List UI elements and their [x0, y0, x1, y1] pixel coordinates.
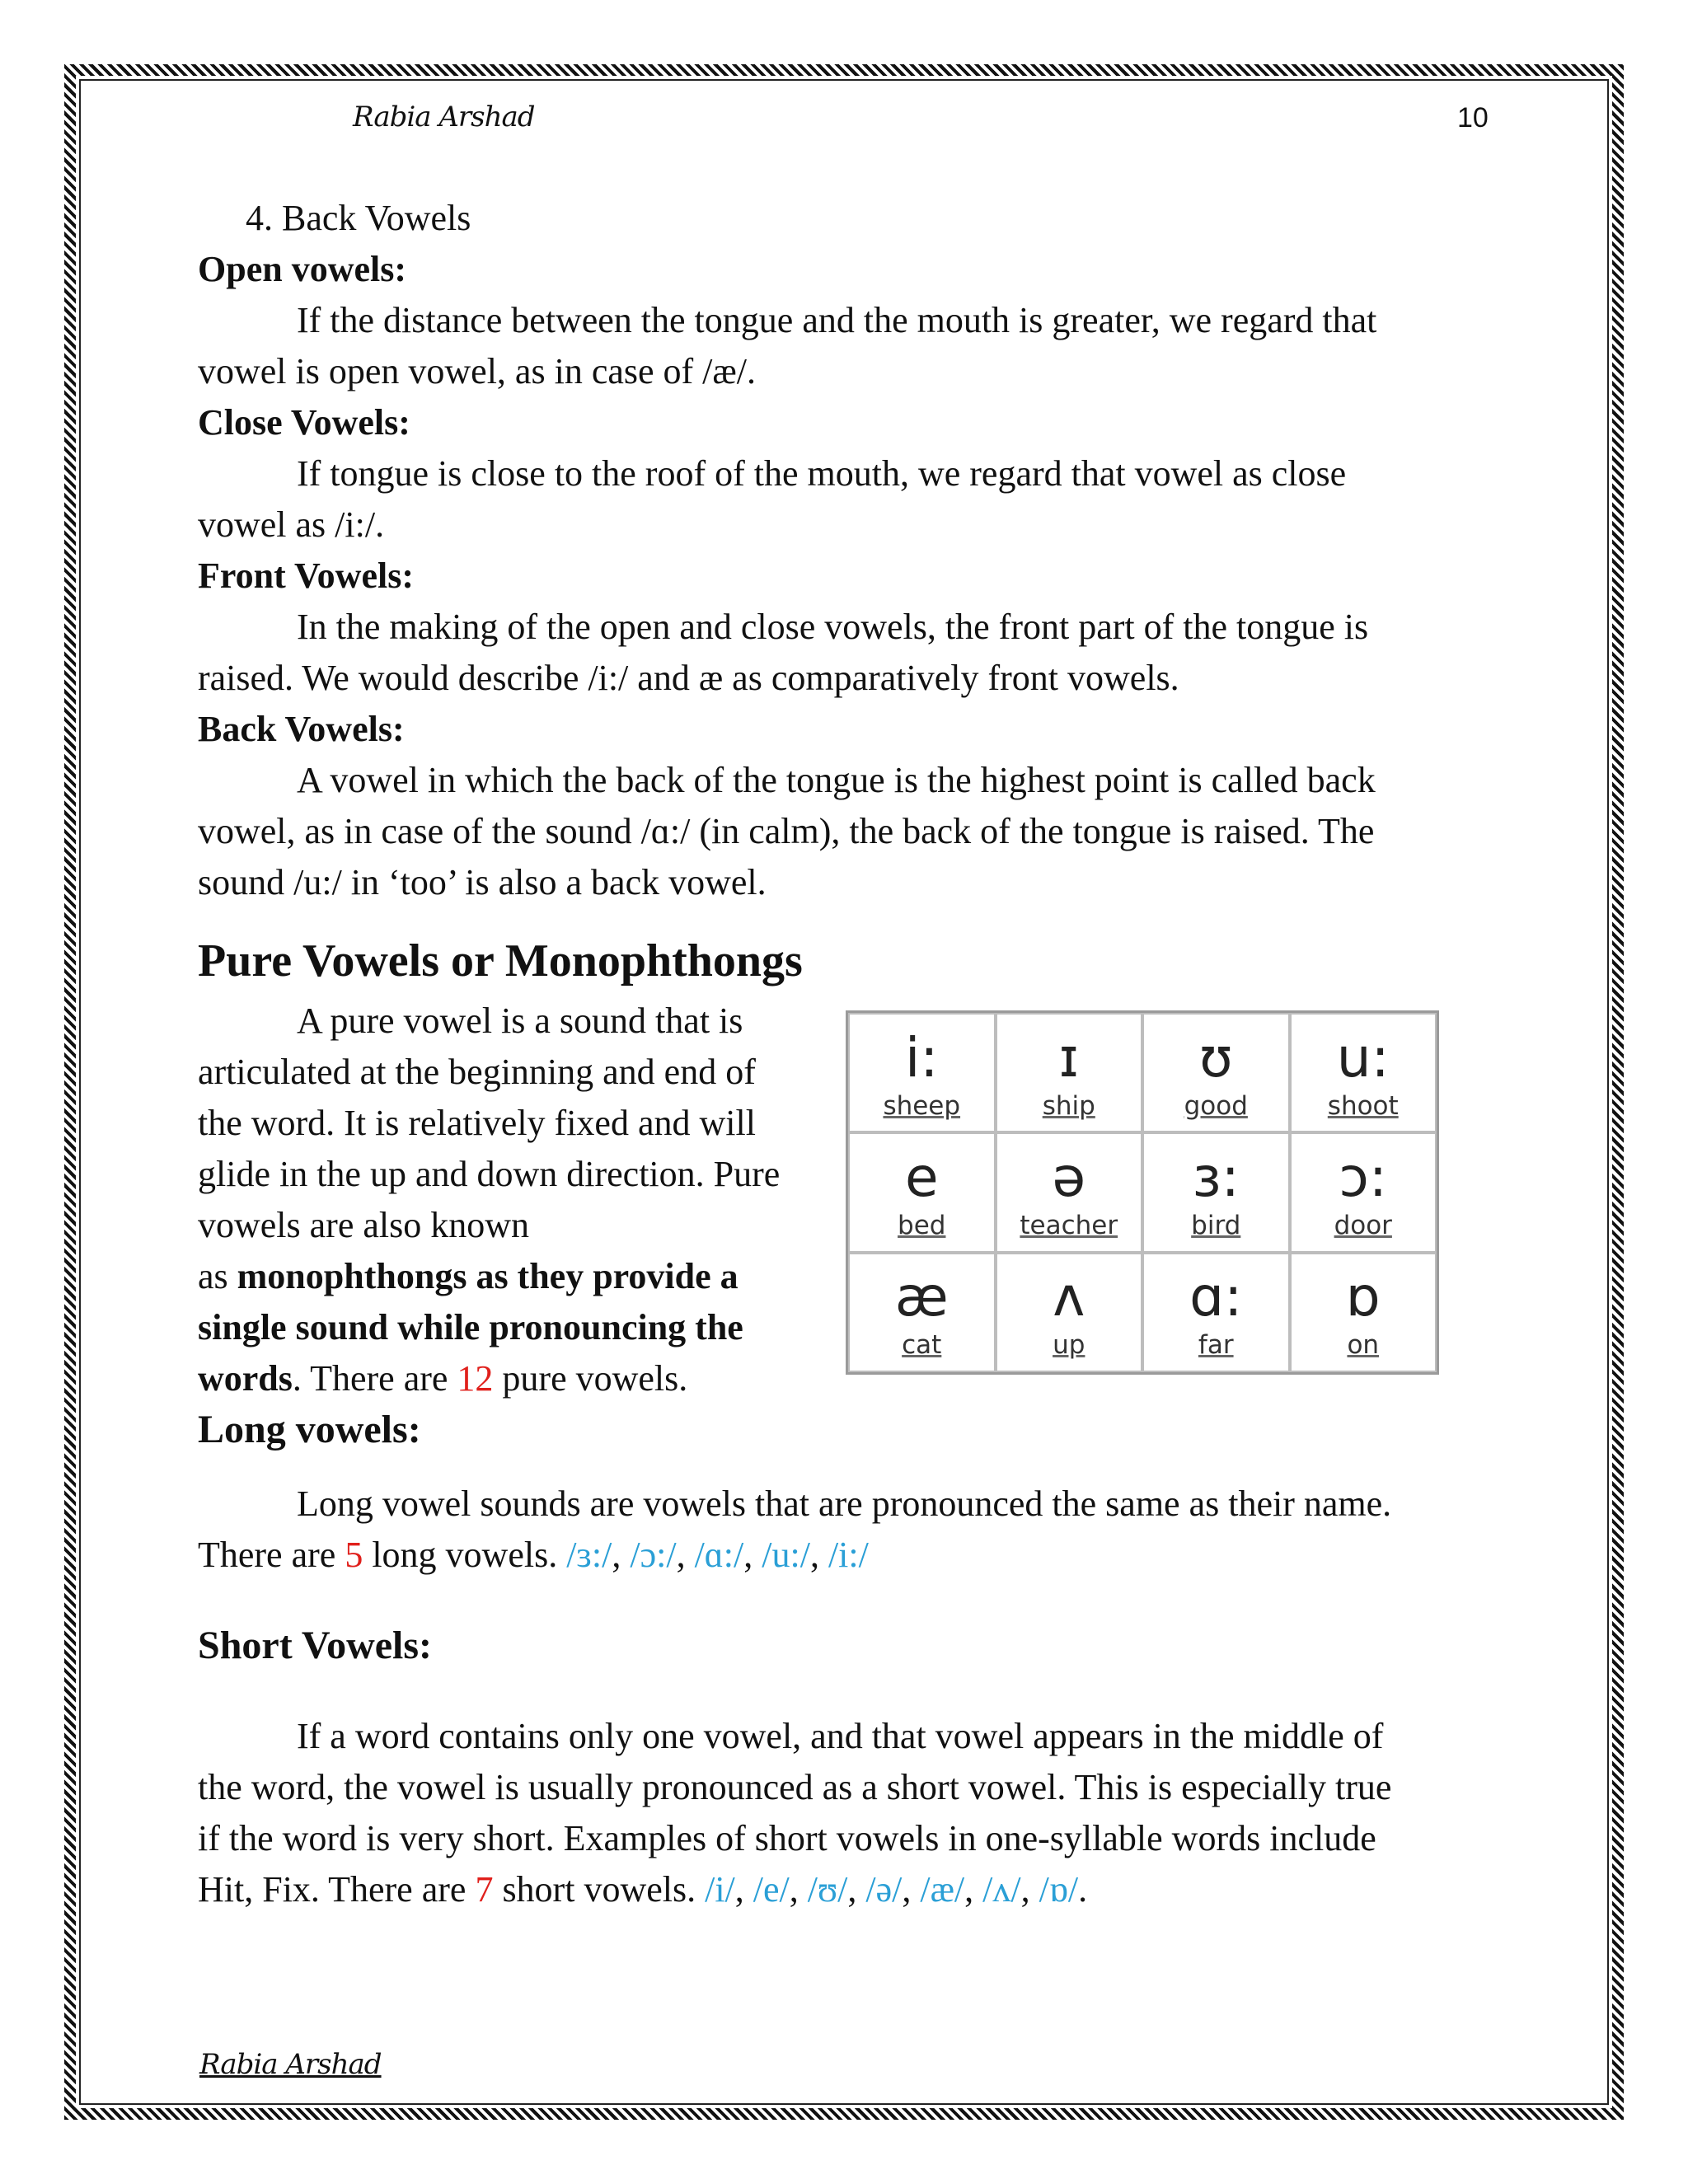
short-vowels-line: If a word contains only one vowel, and that vowel appears in the middle of	[297, 1716, 1384, 1756]
long-vowels-text: long vowels.	[363, 1535, 567, 1575]
pure-vowels-line: the word. It is relatively fixed and will	[198, 1103, 756, 1143]
vowel-example-word: bird	[1191, 1210, 1241, 1240]
pure-vowels-text: . There are	[292, 1358, 457, 1399]
back-vowels-line: A vowel in which the back of the tongue is the highest point is called back	[297, 760, 1376, 800]
vowel-symbol: ʌ	[1053, 1265, 1085, 1329]
pure-vowels-line: vowels are also known	[198, 1205, 530, 1245]
vowel-cell	[848, 1132, 996, 1252]
short-vowel-sound: /i/	[705, 1869, 735, 1910]
front-vowels-heading: Front Vowels:	[198, 555, 414, 596]
vowel-example-word: door	[1334, 1210, 1392, 1240]
vowel-symbol: ɔ:	[1339, 1145, 1387, 1209]
vowel-cell	[1142, 1013, 1290, 1132]
pure-vowels-line: glide in the up and down direction. Pure	[198, 1154, 781, 1194]
vowel-symbol: æ	[894, 1265, 949, 1329]
vowel-cell	[996, 1013, 1143, 1132]
header-author: Rabia Arshad	[353, 101, 535, 134]
vowel-symbol: ʊ	[1198, 1025, 1233, 1090]
short-vowels-heading: Short Vowels:	[198, 1624, 433, 1667]
footer-author: Rabia Arshad	[199, 2048, 382, 2081]
short-vowels-prefix: Hit, Fix. There are	[198, 1869, 476, 1910]
vowel-cell	[1290, 1013, 1437, 1132]
vowel-symbol: e	[904, 1145, 939, 1209]
pure-vowels-suffix: pure vowels.	[493, 1358, 688, 1399]
pure-vowels-line: A pure vowel is a sound that is	[297, 1001, 743, 1041]
vowel-example-word: teacher	[1020, 1210, 1118, 1240]
vowel-cell	[848, 1013, 996, 1132]
long-vowels-heading: Long vowels:	[198, 1408, 421, 1451]
short-vowel-sound: /ɒ/	[1039, 1869, 1079, 1910]
vowel-symbol: u:	[1336, 1025, 1390, 1090]
vowel-symbol: ɜ:	[1192, 1145, 1240, 1209]
short-vowel-sound: /e/	[753, 1869, 790, 1910]
pure-vowels-line: articulated at the beginning and end of	[198, 1052, 756, 1092]
vowel-symbol: i:	[904, 1025, 939, 1090]
close-vowels-line: vowel as /i:/.	[198, 504, 385, 545]
vowel-symbol: ə	[1052, 1145, 1086, 1209]
long-vowel-sound: /ɜ:/	[566, 1535, 612, 1575]
open-vowels-heading: Open vowels:	[198, 249, 406, 289]
vowel-cell	[848, 1253, 996, 1372]
open-vowels-line: vowel is open vowel, as in case of /æ/.	[198, 351, 756, 391]
vowel-example-word: sheep	[883, 1090, 961, 1121]
short-vowel-sound: /ʊ/	[807, 1869, 848, 1910]
close-vowels-line: If tongue is close to the roof of the mouth, we regard that vowel as close	[297, 453, 1347, 494]
long-vowels-line: There are 5 long vowels. /ɜ:/, /ɔ:/, /ɑ:/, /u:/, /i:/	[198, 1535, 869, 1575]
vowel-symbol: ɪ	[1058, 1025, 1080, 1090]
vowel-symbol: ɒ	[1345, 1265, 1381, 1329]
vowel-cell	[996, 1132, 1143, 1252]
back-vowels-line: sound /u:/ in ‘too’ is also a back vowel.	[198, 862, 767, 902]
long-vowel-sound: /ɔ:/	[630, 1535, 677, 1575]
short-vowel-sound: /æ/	[920, 1869, 965, 1910]
open-vowels-line: If the distance between the tongue and the mouth is greater, we regard that	[297, 300, 1377, 340]
close-vowels-heading: Close Vowels:	[198, 402, 410, 443]
vowel-example-word: on	[1347, 1330, 1380, 1361]
short-vowel-sound: /ə/	[865, 1869, 903, 1910]
vowel-example-word: ship	[1042, 1090, 1095, 1121]
vowel-example-word: shoot	[1327, 1090, 1399, 1121]
front-vowels-line: raised. We would describe /i:/ and æ as comparatively front vowels.	[198, 658, 1179, 698]
front-vowels-line: In the making of the open and close vowels, the front part of the tongue is	[297, 607, 1369, 647]
long-vowel-sound: /u:/	[762, 1535, 810, 1575]
pure-vowels-heading: Pure Vowels or Monophthongs	[198, 935, 803, 987]
vowel-cell	[996, 1253, 1143, 1372]
short-vowels-line: Hit, Fix. There are 7 short vowels. /i/, /e/, /ʊ/, /ə/, /æ/, /ʌ/, /ɒ/.	[198, 1869, 1088, 1910]
vowel-example-word: good	[1184, 1090, 1248, 1121]
vowel-symbol: ɑ:	[1189, 1265, 1243, 1329]
vowel-example-word: cat	[902, 1330, 942, 1361]
long-vowel-sound: /i:/	[828, 1535, 869, 1575]
pure-vowels-bold: monophthongs as they provide a	[237, 1256, 738, 1296]
pure-vowels-count: 12	[457, 1358, 494, 1399]
back-vowels-line: vowel, as in case of the sound /ɑ:/ (in calm), the back of the tongue is raised. The	[198, 811, 1375, 851]
long-vowels-count: 5	[345, 1535, 363, 1575]
short-vowels-line: the word, the vowel is usually pronounced as a short vowel. This is especially true	[198, 1767, 1392, 1807]
page-number: 10	[1457, 102, 1489, 134]
vowel-example-word: far	[1198, 1330, 1234, 1361]
long-vowel-sound: /ɑ:/	[694, 1535, 744, 1575]
back-vowels-heading: Back Vowels:	[198, 709, 405, 749]
vowel-cell	[1290, 1253, 1437, 1372]
vowel-cell	[1142, 1132, 1290, 1252]
pure-vowels-line	[198, 1251, 738, 1302]
short-vowels-count: 7	[475, 1869, 494, 1910]
pure-vowels-bold: single sound while pronouncing the	[198, 1307, 743, 1347]
short-vowel-sound: /ʌ/	[982, 1869, 1021, 1910]
list-item-back-vowels: 4. Back Vowels	[246, 198, 471, 238]
vowel-example-word: bed	[898, 1210, 946, 1240]
vowel-chart	[846, 1010, 1439, 1375]
vowel-example-word: up	[1053, 1330, 1085, 1361]
pure-vowels-line	[198, 1353, 687, 1404]
short-vowels-line: if the word is very short. Examples of short vowels in one-syllable words include	[198, 1818, 1376, 1858]
short-vowels-text: short vowels.	[493, 1869, 706, 1910]
vowel-cell	[1142, 1253, 1290, 1372]
pure-vowels-bold: words	[198, 1358, 293, 1399]
short-vowels-end: .	[1078, 1869, 1088, 1910]
long-vowels-line: Long vowel sounds are vowels that are pronounced the same as their name.	[297, 1483, 1392, 1524]
long-vowels-prefix: There are	[198, 1535, 345, 1575]
vowel-cell	[1290, 1132, 1437, 1252]
pure-vowels-prefix: as	[198, 1256, 237, 1296]
